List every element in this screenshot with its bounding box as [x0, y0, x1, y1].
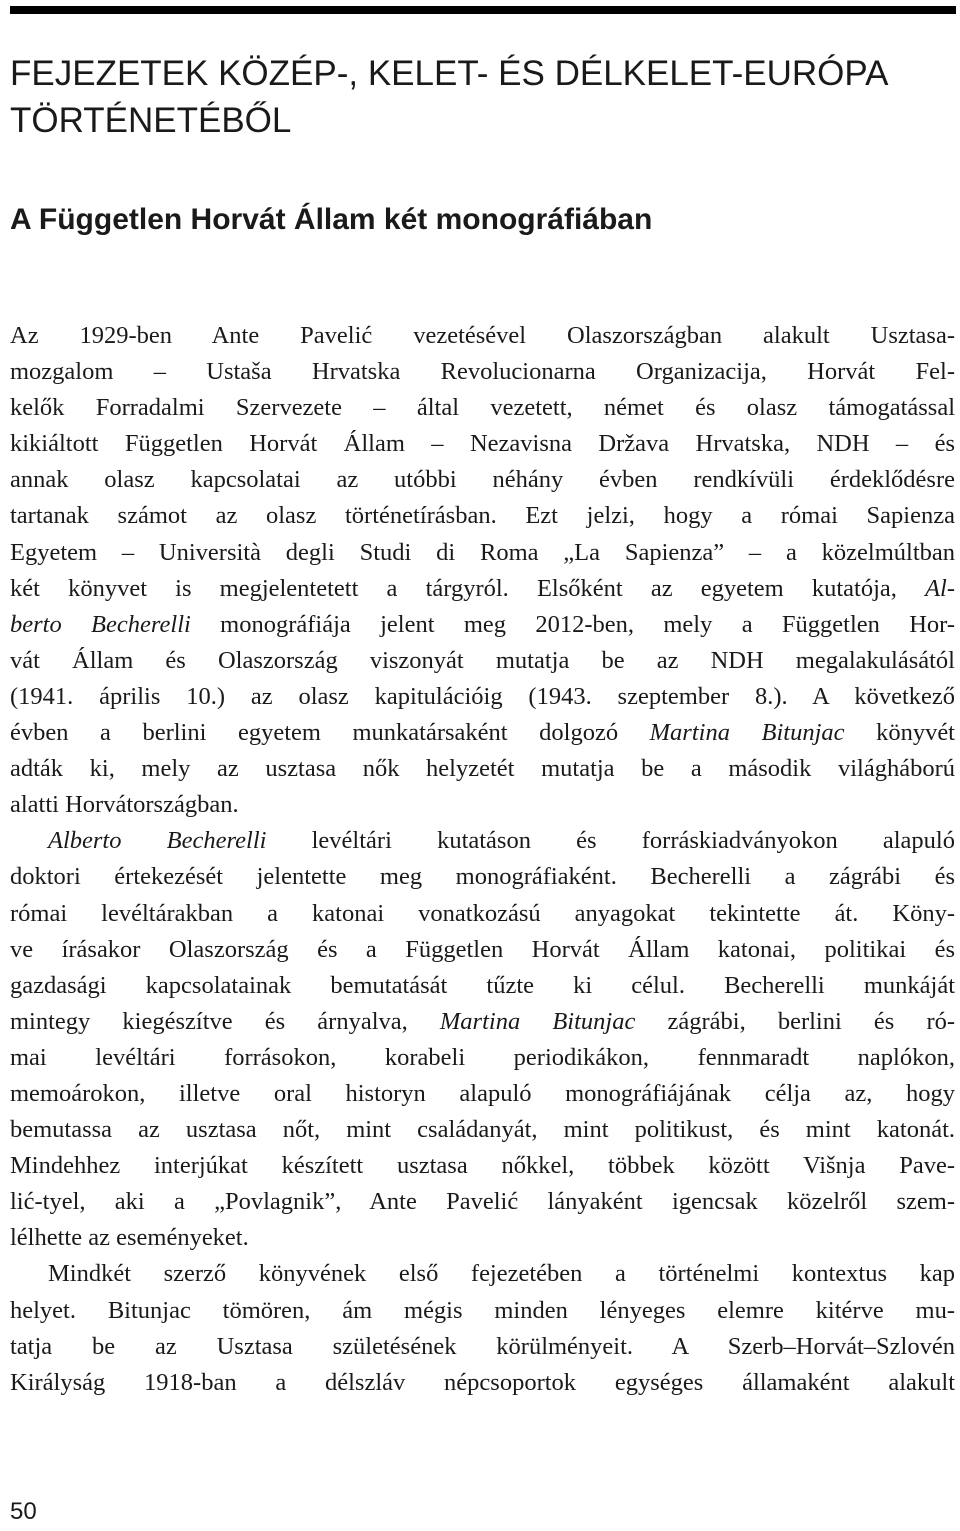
- body-line: [10, 1004, 955, 1040]
- section-title: [10, 50, 950, 144]
- body-line: adták ki, mely az usztasa nők helyzetét mutatja be a második világháború: [10, 755, 955, 783]
- body-line: kelők Forradalmi Szervezete – által vezetett, német és olasz támogatással: [10, 394, 955, 422]
- author-name: Martina Bitunjac: [649, 719, 845, 747]
- body-line: helyet. Bitunjac tömören, ám mégis minden lényeges elemre kitérve mu-: [10, 1296, 955, 1324]
- body-line: [10, 571, 955, 607]
- body-line: tartanak számot az olasz történetírásban. Ezt jelzi, hogy a római Sapienza: [10, 502, 955, 530]
- author-name: Al-: [925, 574, 956, 602]
- body-text: levéltári kutatáson és forráskiadványokon alapuló: [311, 827, 955, 855]
- body-text: zágrábi, berlini és ró-: [667, 1007, 956, 1035]
- body-line: annak olasz kapcsolatai az utóbbi néhány évben rendkívüli érdeklődésre: [10, 466, 955, 494]
- body-line: (1941. április 10.) az olasz kapitulációig (1943. szeptember 8.). A következő: [10, 682, 955, 710]
- body-line: római levéltárakban a katonai vonatkozású anyagokat tekintette át. Köny-: [10, 899, 955, 927]
- author-name: Alberto Becherelli: [48, 827, 267, 855]
- body-text: két könyvet is megjelentetett a tárgyról. Elsőként az egyetem kutatója,: [10, 574, 897, 602]
- body-line: vát Állam és Olaszország viszonyát mutatja be az NDH megalakulásától: [10, 646, 955, 674]
- body-line: ve írásakor Olaszország és a Független Horvát Állam katonai, politikai és: [10, 935, 955, 963]
- body-line: mai levéltári forrásokon, korabeli periodikákon, fennmaradt naplókon,: [10, 1043, 955, 1071]
- author-name: Martina Bitunjac: [439, 1007, 636, 1035]
- body-line: Mindehhez interjúkat készített usztasa nőkkel, többek között Višnja Pave-: [10, 1152, 955, 1180]
- article-body: [10, 318, 955, 1401]
- body-line: Mindkét szerző könyvének első fejezetében a történelmi kontextus kap: [48, 1260, 955, 1288]
- body-line: alatti Horvátországban.: [10, 791, 239, 819]
- body-line: [10, 607, 955, 643]
- body-text: évben a berlini egyetem munkatársaként dolgozó: [10, 719, 619, 747]
- body-line: Egyetem – Università degli Studi di Roma „La Sapienza” – a közelmúltban: [10, 538, 955, 566]
- body-line: memoárokon, illetve oral historyn alapuló monográfiájának célja az, hogy: [10, 1079, 955, 1107]
- top-rule: [10, 6, 956, 14]
- body-line: tatja be az Usztasa születésének körülményeit. A Szerb–Horvát–Szlovén: [10, 1332, 955, 1360]
- body-line: doktori értekezését jelentette meg monográfiaként. Becherelli a zágrábi és: [10, 863, 955, 891]
- body-line: gazdasági kapcsolatainak bemutatását tűzte ki célul. Becherelli munkáját: [10, 971, 955, 999]
- body-text: mintegy kiegészítve és árnyalva,: [10, 1007, 408, 1035]
- page-number: 50: [10, 1498, 37, 1525]
- body-line: bemutassa az usztasa nőt, mint családanyát, mint politikust, és mint katonát.: [10, 1116, 955, 1144]
- body-line: [10, 715, 955, 751]
- section-title-line-2: TÖRTÉNETÉBŐL: [10, 101, 292, 140]
- body-line: [10, 823, 955, 859]
- body-line: kikiáltott Független Horvát Állam – Nezavisna Država Hrvatska, NDH – és: [10, 430, 955, 458]
- body-line: mozgalom – Ustaša Hrvatska Revolucionarna Organizacija, Horvát Fel-: [10, 358, 955, 386]
- section-title-line-1: FEJEZETEK KÖZÉP-, KELET- ÉS DÉLKELET-EURÓPA: [10, 54, 889, 93]
- body-text: monográfiája jelent meg 2012-ben, mely a Független Hor-: [220, 610, 955, 638]
- author-name: berto Becherelli: [10, 610, 191, 638]
- body-text: könyvét: [876, 719, 955, 747]
- body-line: lić-tyel, aki a „Povlagnik”, Ante Pavelić lányaként igencsak közelről szem-: [10, 1188, 955, 1216]
- body-line: Királyság 1918-ban a délszláv népcsoportok egységes államaként alakult: [10, 1368, 955, 1396]
- article-title: A Független Horvát Állam két monográfiában: [10, 203, 653, 236]
- body-line: Az 1929-ben Ante Pavelić vezetésével Olaszországban alakult Usztasa-: [10, 322, 955, 349]
- body-line: lélhette az eseményeket.: [10, 1224, 249, 1252]
